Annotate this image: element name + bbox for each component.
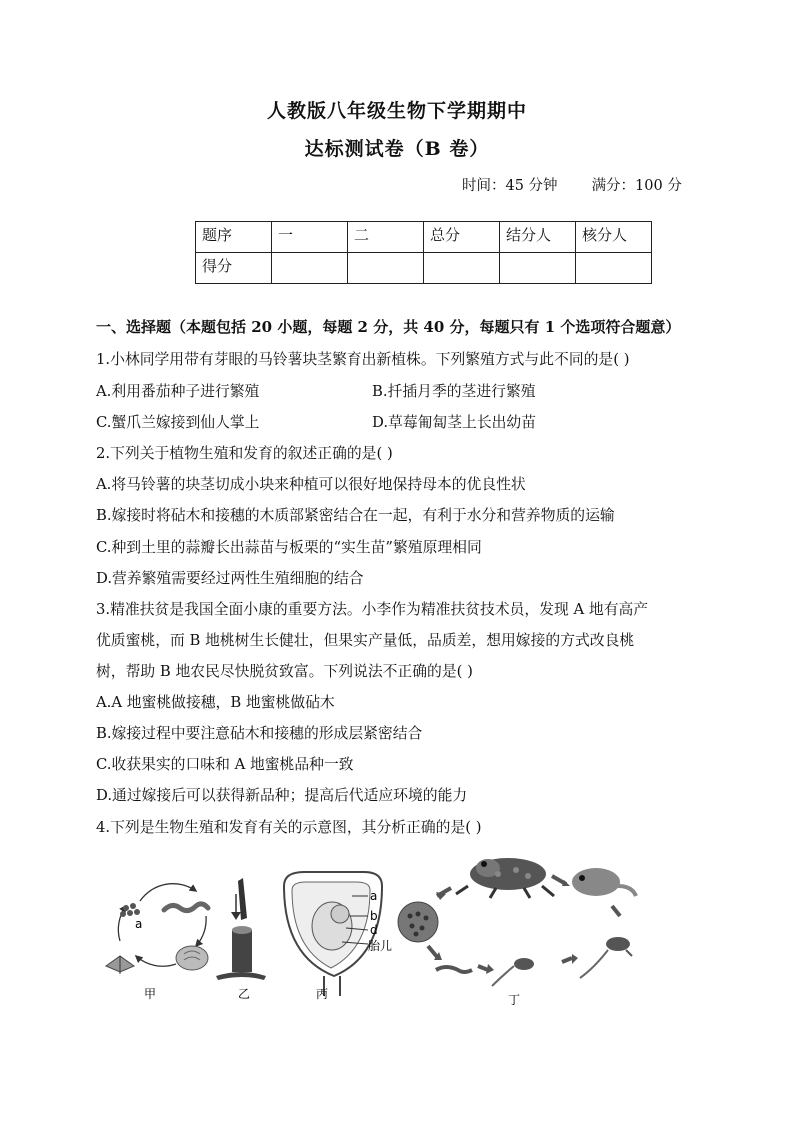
score-cell: 得分 bbox=[196, 253, 272, 284]
score-input-cell[interactable] bbox=[576, 253, 652, 284]
page-subtitle: 达标测试卷（B 卷） bbox=[304, 138, 490, 160]
label-a: a bbox=[370, 889, 378, 903]
score-input-cell[interactable] bbox=[424, 253, 500, 284]
option: C.蟹爪兰嫁接到仙人掌上 bbox=[96, 414, 260, 431]
exam-full-score: 满分：100 分 bbox=[591, 178, 682, 194]
option: D.草莓匍匐茎上长出幼苗 bbox=[372, 414, 537, 431]
score-cell: 总分 bbox=[424, 222, 500, 253]
score-input-cell[interactable] bbox=[348, 253, 424, 284]
question-stem: 1.小林同学用带有芽眼的马铃薯块茎繁育出新植株。下列繁殖方式与此不同的是( ) bbox=[96, 351, 630, 368]
score-input-cell[interactable] bbox=[500, 253, 576, 284]
score-table-row bbox=[196, 222, 652, 253]
score-cell: 核分人 bbox=[576, 222, 652, 253]
score-table-row bbox=[196, 253, 652, 284]
uterus-fetus-diagram bbox=[284, 872, 392, 1001]
page-title: 人教版八年级生物下学期期中 bbox=[266, 100, 527, 122]
insect-life-cycle-diagram bbox=[106, 884, 208, 1001]
label-d: d bbox=[370, 923, 378, 937]
exam-time: 时间：45 分钟 bbox=[462, 178, 558, 194]
label-ding: 丁 bbox=[508, 993, 521, 1007]
option: B.嫁接过程中要注意砧木和接穗的形成层紧密结合 bbox=[96, 725, 423, 742]
reproduction-figure bbox=[96, 846, 716, 1016]
option: A.利用番茄种子进行繁殖 bbox=[96, 383, 260, 400]
option: A.将马铃薯的块茎切成小块来种植可以很好地保持母本的优良性状 bbox=[96, 476, 526, 493]
option: B.嫁接时将砧木和接穗的木质部紧密结合在一起，有利于水分和营养物质的运输 bbox=[96, 507, 615, 524]
question-stem: 3.精准扶贫是我国全面小康的重要方法。小李作为精准扶贫技术员，发现 A 地有高产 bbox=[96, 601, 649, 618]
score-cell: 一 bbox=[272, 222, 348, 253]
option: C.种到土里的蒜瓣长出蒜苗与板栗的“实生苗”繁殖原理相同 bbox=[96, 539, 482, 556]
score-cell: 结分人 bbox=[500, 222, 576, 253]
option: D.通过嫁接后可以获得新品种；提高后代适应环境的能力 bbox=[96, 787, 468, 804]
label-jia: 甲 bbox=[144, 987, 157, 1001]
score-table bbox=[195, 221, 652, 284]
option: D.营养繁殖需要经过两性生殖细胞的结合 bbox=[96, 570, 364, 587]
score-cell: 题序 bbox=[196, 222, 272, 253]
option: B.扦插月季的茎进行繁殖 bbox=[372, 383, 536, 400]
frog-metamorphosis-diagram bbox=[398, 858, 636, 1007]
exam-meta bbox=[462, 174, 682, 195]
option: C.收获果实的口味和 A 地蜜桃品种一致 bbox=[96, 756, 354, 773]
section-heading: 一、选择题（本题包括 20 小题，每题 2 分，共 40 分，每题只有 1 个选项符合题意） bbox=[96, 318, 681, 336]
option: A.A 地蜜桃做接穗，B 地蜜桃做砧木 bbox=[96, 694, 335, 711]
label-fetus: 胎儿 bbox=[368, 939, 393, 953]
question-stem: 树，帮助 B 地农民尽快脱贫致富。下列说法不正确的是( ) bbox=[96, 663, 473, 680]
label-a-small: a bbox=[135, 917, 143, 931]
grafting-diagram bbox=[216, 878, 266, 1001]
question-stem: 2.下列关于植物生殖和发育的叙述正确的是( ) bbox=[96, 445, 393, 462]
label-yi: 乙 bbox=[238, 987, 251, 1001]
score-input-cell[interactable] bbox=[272, 253, 348, 284]
label-bing: 丙 bbox=[316, 987, 329, 1001]
question-stem: 优质蜜桃，而 B 地桃树生长健壮，但果实产量低，品质差，想用嫁接的方式改良桃 bbox=[96, 632, 635, 649]
label-b: b bbox=[370, 909, 378, 923]
score-cell: 二 bbox=[348, 222, 424, 253]
question-stem: 4.下列是生物生殖和发育有关的示意图，其分析正确的是( ) bbox=[96, 819, 482, 836]
